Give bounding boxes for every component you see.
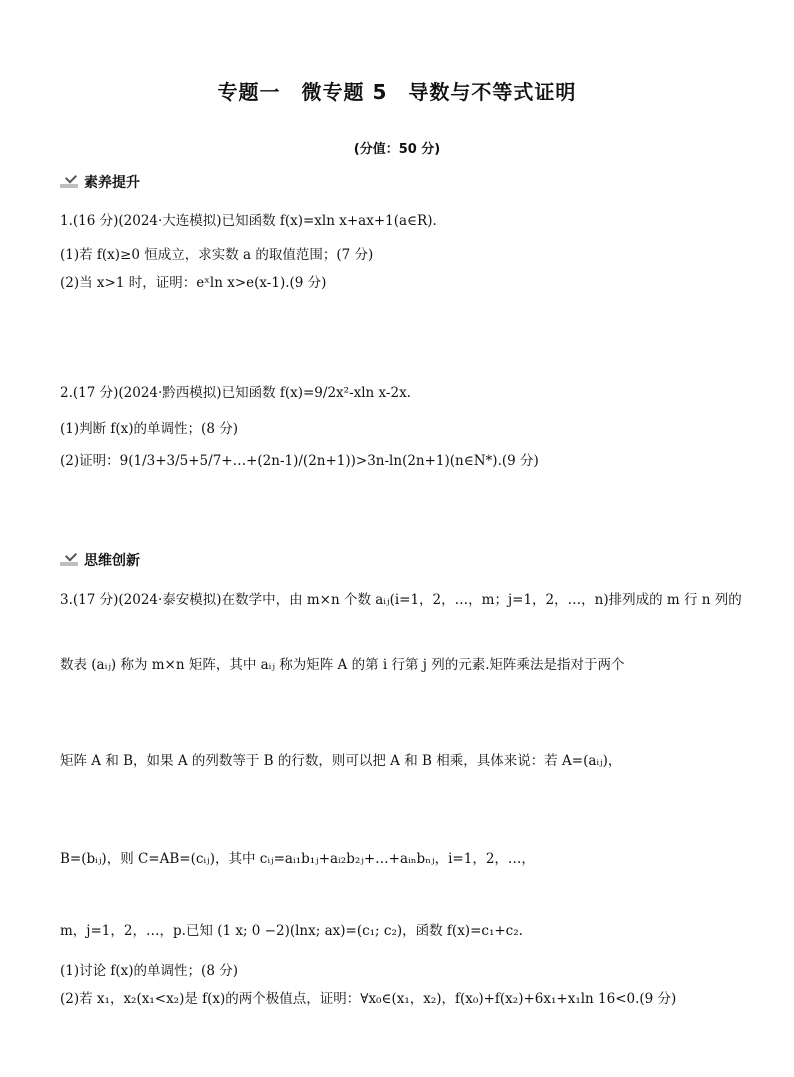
q3-part2: (2)若 x₁，x₂(x₁<x₂)是 f(x)的两个极值点，证明：∀x₀∈(x₁，x₂)，f(x₀)+f(x₂)+6x₁+x₁ln 16<0.(9 分): [60, 991, 677, 1007]
section-header-1: [60, 172, 140, 192]
q1-part2: (2)当 x>1 时，证明：eˣln x>e(x-1).(9 分): [60, 275, 327, 291]
q2-part2: (2)证明：9(1/3+3/5+5/7+…+(2n-1)/(2n+1))>3n-ln(2n+1)(n∈N*).(9 分): [60, 453, 539, 469]
q3-line2: 数表 (aᵢⱼ) 称为 m×n 矩阵，其中 aᵢⱼ 称为矩阵 A 的第 i 行第 j 列的元素.矩阵乘法是指对于两个: [60, 657, 625, 673]
q3-stem: 3.(17 分)(2024·泰安模拟)在数学中，由 m×n 个数 aᵢⱼ(i=1，2，…，m；j=1，2，…，n)排列成的 m 行 n 列的: [60, 592, 742, 608]
score-label: (分值：50 分): [353, 142, 441, 157]
q1-stem: 1.(16 分)(2024·大连模拟)已知函数 f(x)=xln x+ax+1(a∈R).: [60, 213, 437, 229]
q2-stem: 2.(17 分)(2024·黔西模拟)已知函数 f(x)=9/2x²-xln x-2x.: [60, 385, 411, 401]
q3-line3: 矩阵 A 和 B，如果 A 的列数等于 B 的行数，则可以把 A 和 B 相乘，具体来说：若 A=(aᵢⱼ)，: [60, 753, 622, 769]
q3-line5: m，j=1，2，…，p.已知 (1 x; 0 −2)(lnx; ax)=(c₁; c₂)，函数 f(x)=c₁+c₂.: [60, 923, 523, 939]
checkmark-icon: [60, 175, 78, 189]
section-header-2: [60, 550, 140, 570]
section-label: 思维创新: [84, 553, 140, 569]
checkmark-icon: [60, 553, 78, 567]
page-title: 专题一 微专题 5 导数与不等式证明: [217, 80, 577, 104]
q3-line4: B=(bᵢⱼ)，则 C=AB=(cᵢⱼ)，其中 cᵢⱼ=aᵢ₁b₁ⱼ+aᵢ₂b₂ⱼ+…+aᵢₙbₙⱼ，i=1，2，…，: [60, 851, 535, 867]
q1-part1: (1)若 f(x)≥0 恒成立，求实数 a 的取值范围；(7 分): [60, 247, 374, 263]
q2-part1: (1)判断 f(x)的单调性；(8 分): [60, 421, 238, 437]
q3-part1: (1)讨论 f(x)的单调性；(8 分): [60, 963, 238, 979]
section-label: 素养提升: [84, 175, 140, 191]
